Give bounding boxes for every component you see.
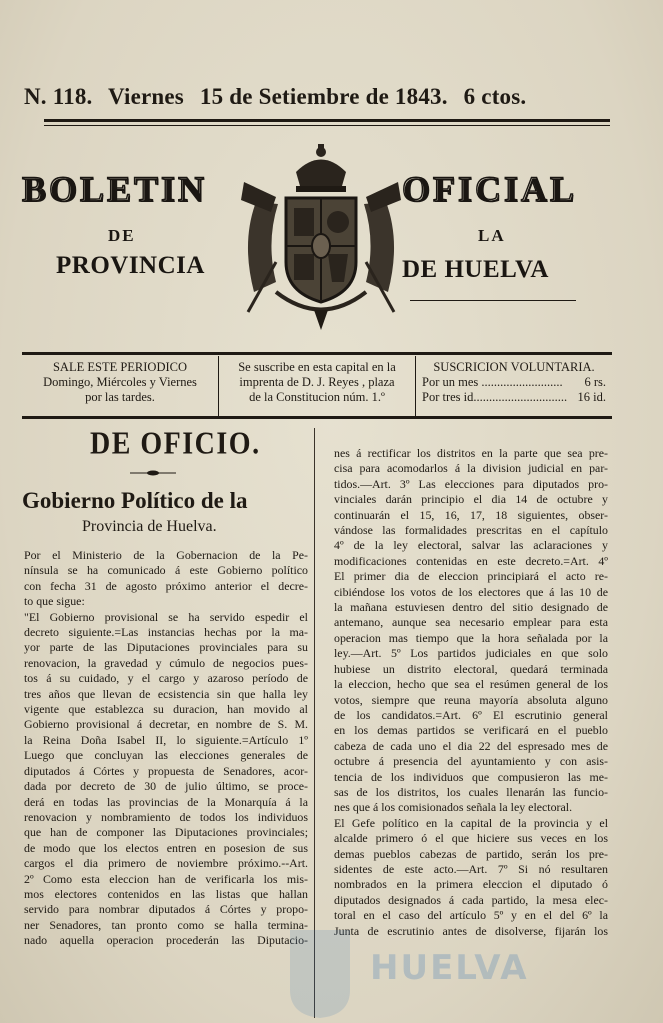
text-line: nombrados en la primera eleccion el diputado ó [334,877,608,892]
price-value: 16 id. [577,390,606,404]
text-line: vigente que establezca su duracion, han movido al [24,702,308,717]
subscription-place-line2: imprenta de D. J. Reyes , plaza [239,375,395,389]
subscription-price-column [416,356,612,416]
text-line: El Gefe político en la capital de la provincia y el [334,815,608,830]
text-line: la Reina Doña Isabel II, lo siguiente.=Artículo 1º [24,732,308,747]
article-title: Gobierno Político de la [22,488,248,513]
text-line: tos á su cuidado, y el cargo y azaroso período de [24,671,308,686]
text-line: Por el Ministerio de la Gobernacion de la Pe- [24,548,308,562]
text-line: nínsula se ha comunicado á este Gobierno político [24,563,308,578]
text-line: renovacion y nombramiento de todos los individuos [24,809,308,824]
text-line: "El Gobierno provisional se ha servido espedir el [24,609,308,624]
text-line: tidos.—Art. 3º Las elecciones para diputados pro- [334,476,608,491]
price-row [422,375,606,390]
text-line: yor parte de las Diputaciones provinciales para su [24,640,308,655]
section-title: DE OFICIO. [90,426,261,462]
subscription-place-line1: Se suscribe en esta capital en la [238,360,396,374]
masthead-underline-right [410,300,576,301]
text-line: nado aquella operacion procederán las Diputacio- [24,933,308,948]
issue-price: 6 ctos. [463,84,527,109]
text-line: de los candidatos.=Art. 6º El escrutinio general [334,707,608,722]
masthead-provincia: PROVINCIA [56,252,205,279]
text-line: la mañana estuviesen dentro del sitio designado de [334,600,608,615]
text-line: sidentes de este acto.—Art. 7º Si nó resultaren [334,861,608,876]
top-rule-thin [44,125,610,126]
text-line: continuarán el 15, 16, 17, 18 siguientes, obser- [334,507,608,522]
info-top-rule [22,352,612,355]
price-row [422,390,606,405]
issue-date: 15 de Setiembre de 1843. [199,84,448,109]
price-value: 6 rs. [584,375,606,389]
ornament-icon [130,470,176,476]
info-box [22,356,612,416]
text-line: cabeza de cada uno el dia 22 del espresado mes de [334,738,608,753]
text-line: renovacion, la gravedad y cúmulo de negocios pues- [24,655,308,670]
text-line: de modo que los electos entren en posesion de sus [24,840,308,855]
info-bottom-rule [22,416,612,419]
masthead-boletin: BOLETIN [22,169,208,209]
masthead-de-huelva: DE HUELVA [402,256,549,283]
text-line: nes á rectificar los distritos en la parte que sea pre- [334,446,608,460]
price-label: Por tres id.............................. [422,390,568,404]
coat-of-arms-icon [236,142,406,332]
masthead-de: DE [108,226,136,245]
issue-number: N. 118. [24,84,93,109]
text-line: votos, siempre que reuna mayoría absoluta alguno [334,692,608,707]
subscription-title: SUSCRICION VOLUNTARIA. [433,360,595,374]
text-line: decreto siguiente.=Las instancias hechas por la ma- [24,625,308,640]
article-subtitle: Provincia de Huelva. [82,518,217,535]
text-line: Luego que concluyan las elecciones generales de [24,748,308,763]
column-divider [314,428,315,1018]
schedule-time: por las tardes. [85,390,155,404]
text-line: ner Senadores, tan pronto como se halla termina- [24,917,308,932]
issue-line [24,84,612,110]
text-line: tencia de los individuos que compusieron las me- [334,769,608,784]
text-line: cibiéndose los votos de los electores que á las 10 de [334,584,608,599]
text-line: diputados designados á cada partido, la mesa elec- [334,892,608,907]
text-line: con fecha 31 de agosto próximo anterior el decre- [24,578,308,593]
watermark-text: HUELVA [370,948,529,988]
text-line: en los demas partidos se verificará en el pueblo [334,723,608,738]
text-line: derá en todas las provincias de la Monarquía á la [24,794,308,809]
subscription-place-line3: de la Constitucion núm. 1.º [249,390,385,404]
text-line: vándose las formalidades prescritas en el capítulo [334,523,608,538]
text-line: la eleccion, hecho que sea el resúmen general de los [334,677,608,692]
schedule-title: SALE ESTE PERIODICO [52,360,188,374]
text-line: modificaciones contenidas en este decreto.=Art. 4º [334,553,608,568]
text-line: nes que á los comisionados señala la ley electoral. [334,800,573,815]
text-line: antemano, aunque sea necesario emplear para esta [334,615,608,630]
text-line: servido para nombrar diputados á Córtes y propo- [24,902,308,917]
text-line: tres años que llevan de ecsistencia sin que halla ley [24,686,308,701]
text-line: vinciales darán principio el dia 14 de octubre y [334,492,608,507]
text-line: sas de los distritos, los cuales llenarán las funcio- [334,784,608,799]
text-line: diputados á Córtes y propuesta de Senadores, acor- [24,763,308,778]
text-line: operacion mas tiempo que la hora señalada por la [334,630,608,645]
text-line: octubre á presencia del ayuntamiento y con asis- [334,754,608,769]
left-text-column [24,548,308,949]
text-line: alcalde primero ó el que hiciere sus veces en los [334,831,608,846]
right-text-column [334,446,608,939]
text-line: El primer dia de eleccion principiará el acto re- [334,569,608,584]
text-line: 4º de la ley electoral, salvar las aclaraciones y [334,538,608,553]
text-line: ley.—Art. 5º Los partidos judiciales en que solo [334,646,608,661]
text-line: toral en el caso del artículo 5º y en el del 6º la [334,908,608,923]
text-line: dada por decreto de 30 de julio último, se proce- [24,779,308,794]
issue-weekday: Viernes [108,84,184,109]
masthead-oficial: OFICIAL [402,169,578,209]
text-line: que han de componer las Diputaciones provinciales; [24,825,308,840]
top-rule-thick [44,119,610,122]
schedule-column [22,356,218,416]
subscription-place-column [218,356,416,416]
text-line: to que sigue: [24,594,85,609]
masthead-la: LA [478,226,506,245]
text-line: mos electores contenidos en las listas que hallan [24,886,308,901]
text-line: 2º Como esta eleccion han de verificarla los mis- [24,871,308,886]
text-line: cargos el dia primero de noviembre próximo.--Art. [24,856,308,871]
price-label: Por un mes .......................... [422,375,563,389]
text-line: cisa para acomodarlos á la division judicial en par- [334,461,608,476]
text-line: Gobierno provisional á decretar, en nombre de S. M. [24,717,308,732]
text-line: demas pueblos cabezas de partido, serán los pre- [334,846,608,861]
schedule-days: Domingo, Miércoles y Viernes [43,375,197,389]
text-line: hubiese un distrito electoral, quedará terminada [334,661,608,676]
text-line: Junta de escrutinio antes de disolverse, fijarán los [334,923,608,938]
